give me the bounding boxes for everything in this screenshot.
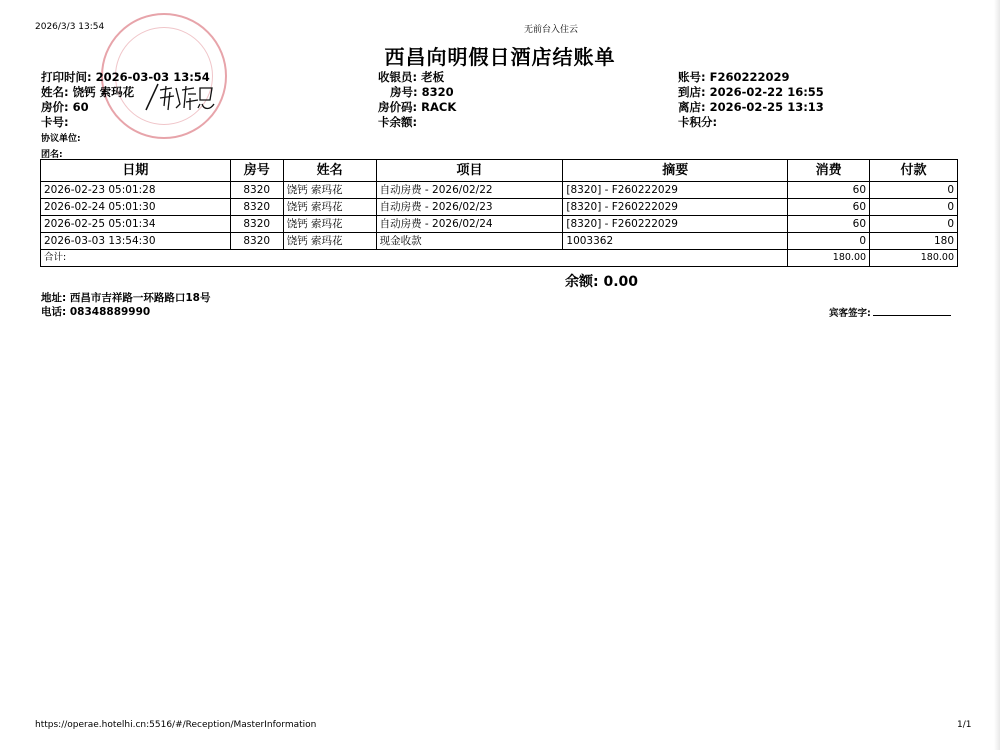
- cell-payment: 180: [870, 233, 958, 250]
- card-balance-row: [378, 114, 417, 130]
- card-balance-label: 卡余额:: [378, 115, 418, 129]
- total-consumption: 180.00: [788, 250, 870, 267]
- rate-code-row: [378, 99, 456, 115]
- departure-value: 2026-02-25 13:13: [709, 100, 824, 114]
- arrival-value: 2026-02-22 16:55: [709, 85, 824, 99]
- cell-name: 饶钙 索玛花: [283, 216, 376, 233]
- cell-payment: 0: [870, 199, 958, 216]
- cell-summary: [8320] - F260222029: [563, 216, 788, 233]
- cell-date: 2026-02-25 05:01:34: [41, 216, 231, 233]
- table-row: [41, 182, 958, 199]
- phone-label: 电话:: [41, 306, 67, 318]
- cell-date: 2026-03-03 13:54:30: [41, 233, 231, 250]
- column-header-date: 日期: [41, 160, 231, 182]
- address-row: [41, 290, 210, 305]
- cell-summary: 1003362: [563, 233, 788, 250]
- column-header-item: 项目: [376, 160, 563, 182]
- room-no-row: [390, 84, 454, 100]
- column-header-payment: 付款: [870, 160, 958, 182]
- phone-row: [41, 304, 150, 319]
- table-row: [41, 233, 958, 250]
- cell-name: 饶钙 索玛花: [283, 182, 376, 199]
- column-header-consumption: 消费: [788, 160, 870, 182]
- cell-date: 2026-02-24 05:01:30: [41, 199, 231, 216]
- handwritten-signature: [140, 80, 220, 114]
- cell-room: 8320: [230, 199, 283, 216]
- cell-payment: 0: [870, 216, 958, 233]
- cashier-value: 老板: [421, 70, 445, 84]
- account-row: [678, 69, 790, 85]
- arrival-row: [678, 84, 824, 100]
- signature-line: [873, 306, 951, 316]
- departure-row: [678, 99, 824, 115]
- name-row: [41, 84, 134, 100]
- print-time-value: 2026-03-03 13:54: [95, 70, 210, 84]
- cell-item: 自动房费 - 2026/02/23: [376, 199, 563, 216]
- bill-title: 西昌向明假日酒店结账单: [384, 45, 616, 69]
- total-payment: 180.00: [870, 250, 958, 267]
- guest-signature-row: [829, 305, 951, 319]
- departure-label: 离店:: [678, 100, 706, 114]
- table-row: [41, 216, 958, 233]
- browser-page-title: 无前台入住云: [524, 25, 579, 35]
- address-label: 地址:: [41, 292, 67, 304]
- room-no-label: 房号:: [390, 85, 418, 99]
- cell-consumption: 0: [788, 233, 870, 250]
- cell-date: 2026-02-23 05:01:28: [41, 182, 231, 199]
- table-total-row: [41, 250, 958, 267]
- cashier-label: 收银员:: [378, 70, 418, 84]
- print-page-count: 1/1: [957, 720, 972, 730]
- cell-summary: [8320] - F260222029: [563, 199, 788, 216]
- name-label: 姓名:: [41, 85, 69, 99]
- column-header-name: 姓名: [283, 160, 376, 182]
- scan-edge-shadow: [994, 0, 1000, 750]
- rate-code-label: 房价码:: [378, 100, 418, 114]
- arrival-label: 到店:: [678, 85, 706, 99]
- card-no-row: [41, 114, 69, 130]
- cell-item: 自动房费 - 2026/02/22: [376, 182, 563, 199]
- room-no-value: 8320: [421, 85, 454, 99]
- table-header-row: [41, 160, 958, 182]
- guest-signature-label: 宾客签字:: [829, 308, 871, 319]
- cell-consumption: 60: [788, 182, 870, 199]
- column-header-room: 房号: [230, 160, 283, 182]
- cell-item: 现金收款: [376, 233, 563, 250]
- total-label: 合计:: [41, 250, 788, 267]
- cell-consumption: 60: [788, 216, 870, 233]
- card-no-label: 卡号:: [41, 115, 69, 129]
- column-header-summary: 摘要: [563, 160, 788, 182]
- address-value: 西昌市吉祥路一环路路口18号: [69, 292, 211, 304]
- rate-code-value: RACK: [421, 100, 457, 114]
- group-name-label: 团名:: [41, 150, 63, 160]
- card-points-label: 卡积分:: [678, 115, 718, 129]
- balance-value: 0.00: [603, 274, 639, 290]
- table-row: [41, 199, 958, 216]
- cell-room: 8320: [230, 182, 283, 199]
- balance-row: [565, 271, 638, 291]
- agreement-unit-label: 协议单位:: [41, 134, 81, 144]
- balance-label: 余额:: [565, 274, 599, 290]
- room-price-row: [41, 99, 89, 115]
- print-time-label: 打印时间:: [41, 70, 92, 84]
- account-value: F260222029: [709, 70, 790, 84]
- room-price-label: 房价:: [41, 100, 69, 114]
- name-value: 饶钙 索玛花: [72, 85, 135, 99]
- phone-value: 08348889990: [69, 306, 151, 318]
- cell-payment: 0: [870, 182, 958, 199]
- cell-consumption: 60: [788, 199, 870, 216]
- print-url: https://operae.hotelhi.cn:5516/#/Reception/MasterInformation: [35, 720, 317, 730]
- account-label: 账号:: [678, 70, 706, 84]
- bill-table: [40, 159, 958, 267]
- cell-name: 饶钙 索玛花: [283, 199, 376, 216]
- print-timestamp: 2026/3/3 13:54: [35, 22, 105, 32]
- cell-room: 8320: [230, 216, 283, 233]
- cell-name: 饶钙 索玛花: [283, 233, 376, 250]
- cashier-row: [378, 69, 444, 85]
- cell-summary: [8320] - F260222029: [563, 182, 788, 199]
- card-points-row: [678, 114, 717, 130]
- cell-room: 8320: [230, 233, 283, 250]
- cell-item: 自动房费 - 2026/02/24: [376, 216, 563, 233]
- room-price-value: 60: [72, 100, 89, 114]
